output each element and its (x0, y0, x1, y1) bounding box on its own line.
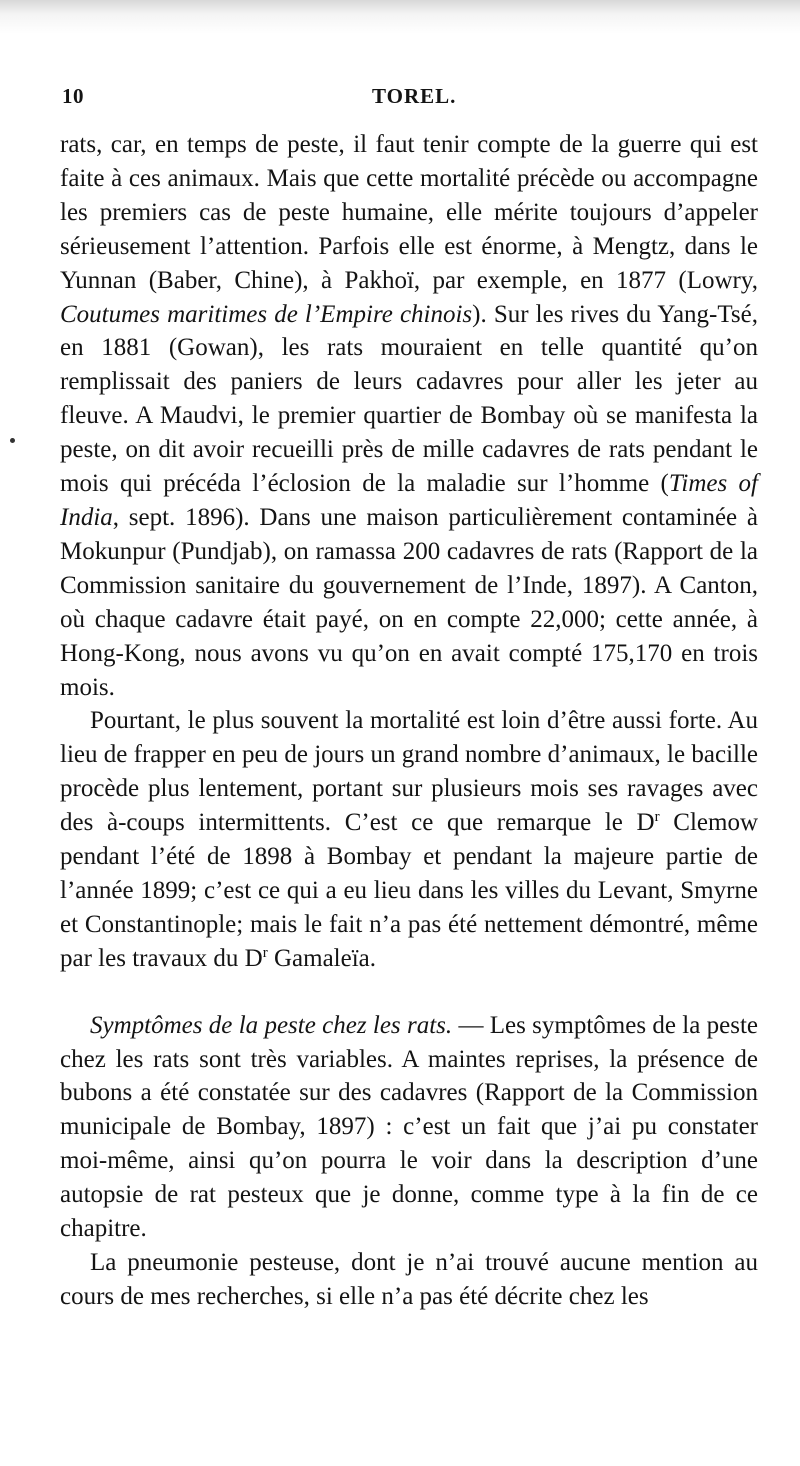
text-span: , sept. 1896). Dans une maison particulièrement contaminée à Mokunpur (Pundjab), on ramassa 200 cadavres de rats (Rapport de la Commission sanitaire du gouvernement de l’Inde, 1897). A Canton, où chaque cadavre était payé, on en compte 22,000; cette année, à Hong-Kong, nous avons vu qu’on en avait compté 175,170 en trois mois. (60, 503, 758, 701)
running-head (62, 84, 760, 114)
text-span: Gamaleïa. (267, 944, 376, 972)
citation-title: Coutumes maritimes de l’Empire chinois (60, 300, 473, 328)
superscript: r (654, 809, 660, 826)
paragraph-symptoms (60, 1009, 758, 1246)
page-number: 10 (62, 84, 84, 108)
section-heading: Symptômes de la peste chez les rats. (90, 1011, 453, 1039)
text-span: Clemow pendant l’été de 1898 à Bombay et pendant la majeure partie de l’année 1899; c’est ce qui a eu lieu dans les villes du Levant, Smyrne et Constantinople; mais le fait n’a pas été nettement démontré, même par les travaux du D (60, 809, 758, 972)
text-span: rats, car, en temps de peste, il faut tenir compte de la guerre qui est faite à ces animaux. Mais que cette mortalité précède ou accompagne les premiers cas de peste humaine, elle mérite toujours d’appeler sérieusement l’attention. Parfois elle est énorme, à Mengtz, dans le Yunnan (Baber, Chine), à Pakhoï, par exemple, en 1877 (Lowry, (60, 131, 758, 294)
text-span: La pneumonie pesteuse, dont je n’ai trouvé aucune mention au cours de mes recherches, si elle n’a pas été décrite chez les (60, 1249, 758, 1310)
paragraph-rat-mortality (60, 128, 758, 704)
margin-mark (10, 438, 15, 443)
paragraph-slow-progression (60, 704, 758, 975)
text-span: — Les symptômes de la peste chez les rats sont très variables. A maintes reprises, la présence de bubons a été constatée sur des cadavres (Rapport de la Commission municipale de Bombay, 1897) : c’est un fait que j’ai pu constater moi-même, ainsi qu’on pourra le voir dans la description d’une autopsie de rat pesteux que je donne, comme type à la fin de ce chapitre. (60, 1011, 759, 1243)
superscript: r (262, 944, 268, 961)
text-span: ). Sur les rives du Yang-Tsé, en 1881 (Gowan), les rats mouraient en telle quantité qu’on remplissait des paniers de leurs cadavres pour aller les jeter au fleuve. A Maudvi, le premier quartier de Bombay où se manifesta la peste, on dit avoir recueilli près de mille cadavres de rats pendant le mois qui précéda l’éclosion de la maladie sur l’homme ( (60, 300, 758, 498)
running-title: TOREL. (372, 84, 457, 108)
text-span: Pourtant, le plus souvent la mortalité est loin d’être aussi forte. Au lieu de frapper en peu de jours un grand nombre d’animaux, le bacille procède plus lentement, portant sur plusieurs mois ses ravages avec des à-coups intermittents. C’est ce que remarque le D (60, 707, 758, 837)
paragraph-pneumonia (60, 1246, 758, 1314)
citation-title: Times of India (60, 470, 758, 531)
body-text (60, 128, 758, 1314)
